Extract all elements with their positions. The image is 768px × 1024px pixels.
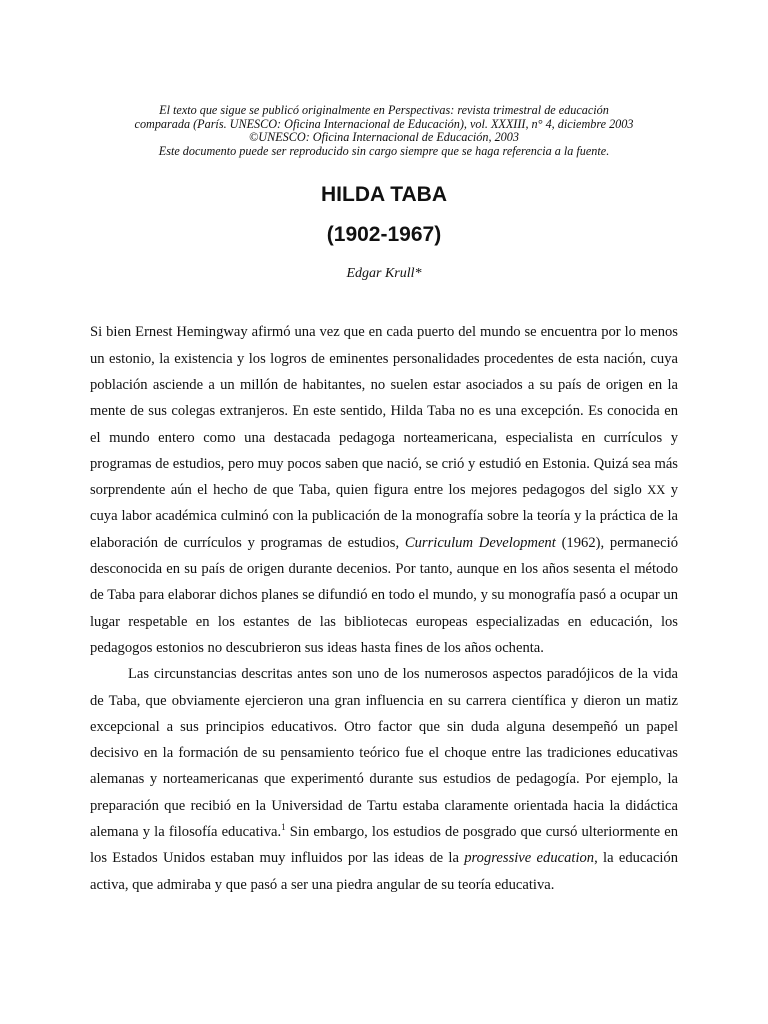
century-numeral: XX	[647, 483, 666, 498]
document-years: (1902-1967)	[326, 223, 442, 247]
document-title: HILDA TABA	[321, 183, 447, 207]
paragraph-text: y cuya labor académica culminó con la publicación de la monografía sobre la teoría y la práctica de la elaboración de currículos y programas de estudios,	[90, 482, 678, 551]
paragraph-text: Las circunstancias descritas antes son uno de los numerosos aspectos paradójicos de la vida de Taba, que obviamente ejercieron una gran influencia en su carrera científica y dieron un matiz excepcional a sus principios educativos. Otro factor que sin duda alguna desempeñó un papel decisivo en la formación de su pensamiento teórico fue el choque entre las tradiciones educativas alemanas y norteamericanas que experimentó durante sus estudios de pedagogía. Por ejemplo, la preparación que recibió en la Universidad de Tartu estaba claramente orientada hacia la didáctica alemana y la filosofía educativa.	[90, 666, 678, 841]
body-text	[90, 319, 678, 898]
notice-line: comparada (París. UNESCO: Oficina Internacional de Educación), vol. XXXIII, n° 4, diciembre 2003	[134, 116, 634, 131]
copyright-line: ©UNESCO: Oficina Internacional de Educación, 2003	[249, 130, 519, 145]
paragraph-2	[90, 661, 678, 898]
footnote-marker[interactable]: 1	[281, 822, 286, 833]
book-title: Curriculum Development	[404, 534, 556, 551]
publication-notice	[90, 104, 678, 158]
author-name: Edgar Krull*	[346, 266, 422, 282]
italic-term: progressive education	[464, 850, 595, 867]
paragraph-text: Si bien Ernest Hemingway afirmó una vez que en cada puerto del mundo se encuentra por lo menos un estonio, la existencia y los logros de eminentes personalidades procedentes de esta nación, cuya población asciende a un millón de habitantes, no suelen estar asociados a su país de origen en la mente de sus colegas extranjeros. En este sentido, Hilda Taba no es una excepción. Es conocida en el mundo entero como una destacada pedagoga norteamericana, especialista en currículos y programas de estudios, pero muy pocos saben que nació, se crió y estudió en Estonia. Quizá sea más sorprendente aún el hecho de que Taba, quien figura entre los mejores pedagogos del siglo	[90, 324, 678, 499]
paragraph-text: , la educación activa, que admiraba y que pasó a ser una piedra angular de su teoría educativa.	[90, 850, 678, 893]
reproduction-line: Este documento puede ser reproducido sin cargo siempre que se haga referencia a la fuente.	[158, 143, 610, 158]
notice-line: El texto que sigue se publicó originalmente en Perspectivas: revista trimestral de educación	[159, 103, 609, 117]
paragraph-text: Sin embargo, los estudios de posgrado que cursó ulteriormente en los Estados Unidos estaban muy influidos por las ideas de la	[90, 824, 678, 867]
paragraph-text: (1962), permaneció desconocida en su país de origen durante decenios. Por tanto, aunque en los años sesenta el método de Taba para elaborar dichos planes se difundió en todo el mundo, y su monografía pasó a ocupar un lugar respetable en los estantes de las bibliotecas europeas especializadas en educación, los pedagogos estonios no descubrieron sus ideas hasta fines de los años ochenta.	[90, 534, 678, 656]
paragraph-1	[90, 319, 678, 661]
